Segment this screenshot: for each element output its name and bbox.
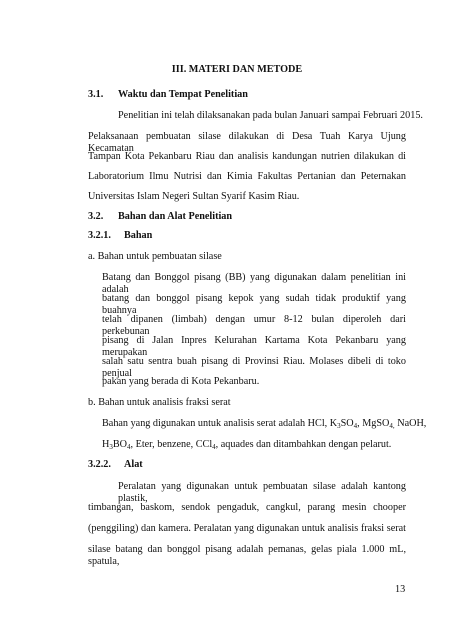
paragraph-1-line-1: Penelitian ini telah dilaksanakan pada bulan Januari sampai Februari 2015. bbox=[118, 110, 423, 121]
item-a-line-5: salah satu sentra buah pisang di Provinsi Riau. Molases dibeli di toko penjual bbox=[102, 356, 406, 379]
item-b-line-1 bbox=[102, 418, 426, 430]
formula-part: SO bbox=[340, 418, 354, 429]
item-b-label: b. Bahan untuk analisis fraksi serat bbox=[88, 397, 231, 408]
subscript: 4 bbox=[353, 422, 358, 430]
page-number: 13 bbox=[395, 584, 406, 595]
item-b-line-2-text: , aquades dan ditambahkan dengan pelarut. bbox=[215, 439, 392, 450]
item-b-line-1-text: Bahan yang digunakan untuk analisis serat adalah HCl, K bbox=[102, 418, 338, 429]
subscript: 4 bbox=[127, 443, 131, 451]
section-3-2-number: 3.2. bbox=[88, 211, 104, 222]
paragraph-3-line-2: timbangan, baskom, sendok pengaduk, cangkul, parang mesin chooper bbox=[88, 502, 406, 513]
paragraph-3-line-3: (penggiling) dan kamera. Peralatan yang digunakan untuk analisis fraksi serat bbox=[88, 523, 406, 534]
paragraph-1-line-2: Pelaksanaan pembuatan silase dilakukan di Desa Tuah Karya Ujung Kecamatan bbox=[88, 131, 406, 154]
paragraph-3-line-4: silase batang dan bonggol pisang adalah pemanas, gelas piala 1.000 mL, spatula, bbox=[88, 544, 406, 567]
section-3-2-1-heading: Bahan bbox=[124, 230, 153, 241]
item-a-line-1: Batang dan Bonggol pisang (BB) yang digunakan dalam penelitian ini adalah bbox=[102, 272, 406, 295]
formula-part: BO bbox=[112, 439, 128, 450]
formula-part: NaOH, bbox=[394, 418, 427, 429]
item-a-line-6: pakan yang berada di Kota Pekanbaru. bbox=[102, 376, 260, 387]
subscript: 3 bbox=[337, 422, 341, 430]
section-3-2-2-number: 3.2.2. bbox=[88, 459, 111, 470]
item-b-line-2 bbox=[102, 439, 391, 451]
subscript: 4, bbox=[389, 422, 395, 430]
formula-part: H bbox=[102, 439, 110, 450]
item-a-label: a. Bahan untuk pembuatan silase bbox=[88, 251, 222, 262]
section-3-2-1-number: 3.2.1. bbox=[88, 230, 111, 241]
paragraph-1-line-3: Tampan Kota Pekanbaru Riau dan analisis kandungan nutrien dilakukan di bbox=[88, 151, 406, 162]
paragraph-1-line-4: Laboratorium Ilmu Nutrisi dan Kimia Fakultas Pertanian dan Peternakan bbox=[88, 171, 406, 182]
item-a-line-2: batang dan bonggol pisang kepok yang sudah tidak produktif yang buahnya bbox=[102, 293, 406, 316]
formula-part: , MgSO bbox=[357, 418, 390, 429]
item-a-line-3: telah dipanen (limbah) dengan umur 8-12 bulan diperoleh dari perkebunan bbox=[102, 314, 406, 337]
subscript: 3 bbox=[109, 443, 113, 451]
paragraph-1-line-5: Universitas Islam Negeri Sultan Syarif Kasim Riau. bbox=[88, 191, 300, 202]
paragraph-3-line-1: Peralatan yang digunakan untuk pembuatan silase adalah kantong plastik, bbox=[118, 481, 406, 504]
formula-part: , Eter, benzene, CCl bbox=[130, 439, 213, 450]
item-a-line-4: pisang di Jalan Inpres Kelurahan Kartama Kota Pekanbaru yang merupakan bbox=[102, 335, 406, 358]
subscript: 4 bbox=[212, 443, 216, 451]
section-3-2-2-heading: Alat bbox=[124, 459, 143, 470]
section-3-1-heading: Waktu dan Tempat Penelitian bbox=[118, 89, 248, 100]
section-3-1-number: 3.1. bbox=[88, 89, 104, 100]
chapter-title: III. MATERI DAN METODE bbox=[171, 64, 303, 75]
section-3-2-heading: Bahan dan Alat Penelitian bbox=[118, 211, 233, 222]
